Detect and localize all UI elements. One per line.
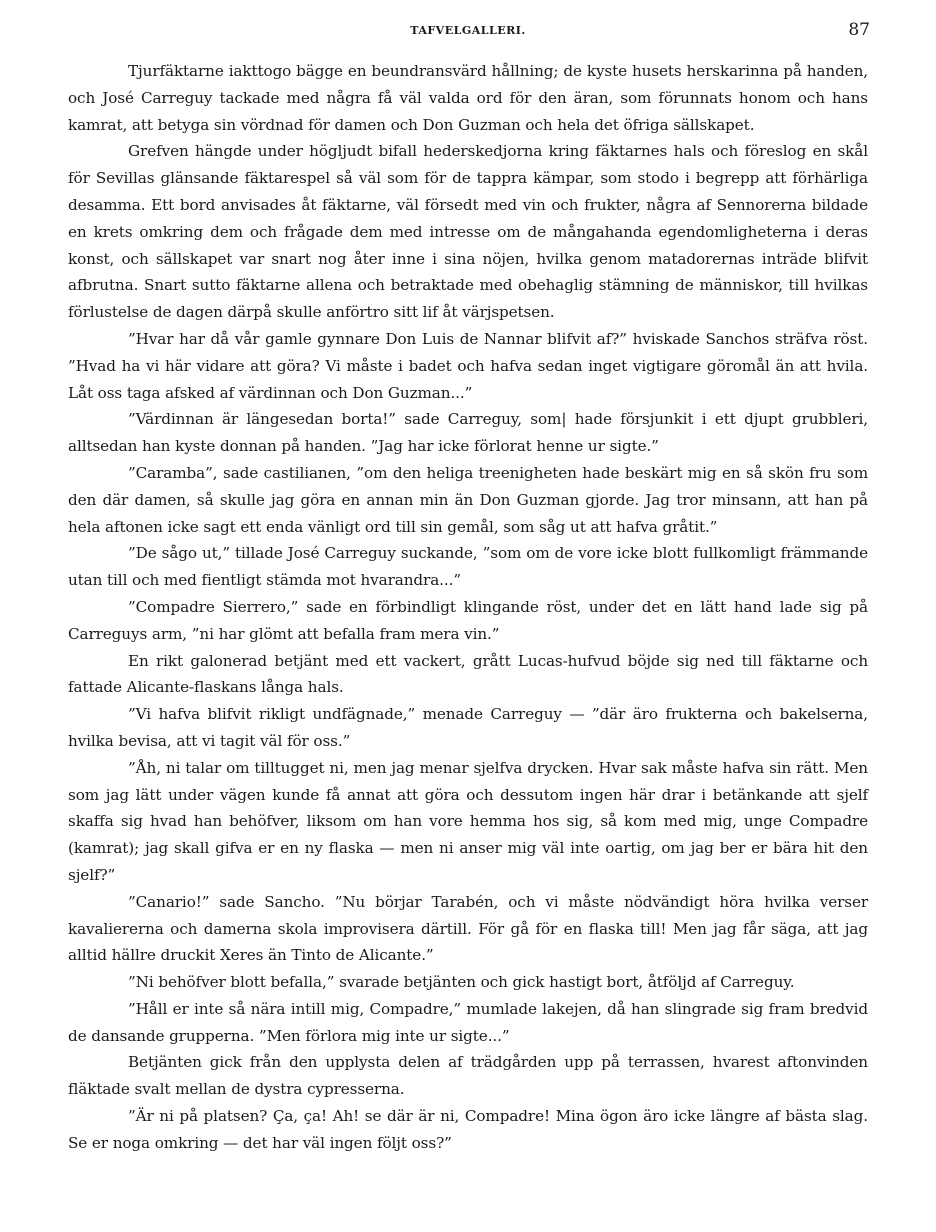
paragraph: Grefven hängde under högljudt bifall hederskedjorna kring fäktarnes hals och föreslog en skål för Sevillas glänsande fäktarespel så väl som för de tappra kämpar, som stodo i begrepp att förhärliga desamma. Ett bord anvisades åt fäktarne, väl försedt med vin och frukter, några af Sennorerna bildade en krets omkring dem och frågade dem med intresse om de mångahanda egendomligheterna i deras konst, och sällskapet var snart nog åter inne i sina nöjen, hvilka genom matadorernas inträde blifvit afbrutna. Snart sutto fäktarne allena och betraktade med obehaglig stämning de människor, till hvilkas förlustelse de dagen därpå skulle anförtro sitt lif åt värjspetsen. xyxy=(68,142,868,322)
page-number: 87 xyxy=(848,20,870,40)
running-title: TAFVELGALLERI. xyxy=(410,24,526,37)
paragraph: ”Är ni på platsen? Ça, ça! Ah! se där är ni, Compadre! Mina ögon äro icke längre af bästa slag. Se er noga omkring — det har väl ingen följt oss?” xyxy=(68,1107,868,1152)
book-page xyxy=(68,18,868,1157)
paragraph: Tjurfäktarne iakttogo bägge en beundransvärd hållning; de kyste husets herskarinna på handen, och José Carreguy tackade med några få väl valda ord för den äran, som förunnats honom och hans kamrat, att betyga sin vördnad för damen och Don Guzman och hela det öfriga sällskapet. xyxy=(68,62,868,134)
paragraph: ”Canario!” sade Sancho. ”Nu börjar Tarabén, och vi måste nödvändigt höra hvilka verser kavaliererna och damerna skola improvisera därtill. För gå för en flaska till! Men jag får säga, att jag alltid hällre druckit Xeres än Tinto de Alicante.” xyxy=(68,892,868,965)
body-text xyxy=(68,58,868,1157)
paragraph: ”Vi hafva blifvit rikligt undfägnade,” menade Carreguy — ”där äro frukterna och bakelserna, hvilka bevisa, att vi tagit väl för oss.” xyxy=(68,705,868,750)
paragraph: ”De sågo ut,” tillade José Carreguy suckande, ”som om de vore icke blott fullkomligt främmande utan till och med fientligt stämda mot hvarandra...” xyxy=(68,544,868,590)
paragraph: ”Ni behöfver blott befalla,” svarade betjänten och gick hastigt bort, åtföljd af Carreguy. xyxy=(128,973,795,992)
paragraph: ”Caramba”, sade castilianen, ”om den heliga treenigheten hade beskärt mig en så skön fru som den där damen, så skulle jag göra en annan min än Don Guzman gjorde. Jag tror minsann, att han på hela aftonen icke sagt ett enda vänligt ord till sin gemål, som såg ut att hafva gråtit.” xyxy=(68,463,868,536)
paragraph: ”Håll er inte så nära intill mig, Compadre,” mumlade lakejen, då han slingrade sig fram bredvid de dansande grupperna. ”Men förlora mig inte ur sigte...” xyxy=(68,999,868,1045)
paragraph: ”Compadre Sierrero,” sade en förbindligt klingande röst, under det en lätt hand lade sig på Carreguys arm, ”ni har glömt att befalla fram mera vin.” xyxy=(68,597,868,643)
paragraph: ”Hvar har då vår gamle gynnare Don Luis de Nannar blifvit af?” hviskade Sanchos sträfva röst. ”Hvad ha vi här vidare att göra? Vi måste i badet och hafva sedan inget vigtigare göromål än att hvila. Låt oss taga afsked af värdinnan och Don Guzman...” xyxy=(68,329,868,402)
paragraph: ”Värdinnan är längesedan borta!” sade Carreguy, som| hade försjunkit i ett djupt grubbleri, alltsedan han kyste donnan på handen. ”Jag har icke förlorat henne ur sigte.” xyxy=(68,410,868,456)
page-header xyxy=(68,18,868,44)
paragraph: Betjänten gick från den upplysta delen af trädgården upp på terrassen, hvarest aftonvinden fläktade svalt mellan de dystra cypresserna. xyxy=(68,1053,868,1099)
paragraph: En rikt galonerad betjänt med ett vackert, grått Lucas-hufvud böjde sig ned till fäktarne och fattade Alicante-flaskans långa hals. xyxy=(68,651,868,697)
paragraph: ”Åh, ni talar om tilltugget ni, men jag menar sjelfva drycken. Hvar sak måste hafva sin rätt. Men som jag lätt under vägen kunde få annat att göra och dessutom ingen här drar i betänkande att sjelf skaffa sig hvad han behöfver, liksom om han vore hemma hos sig, så kom med mig, unge Compadre (kamrat); jag skall gifva er en ny flaska — men ni anser mig väl inte oartig, om jag ber er bära hit den sjelf?” xyxy=(68,758,868,884)
